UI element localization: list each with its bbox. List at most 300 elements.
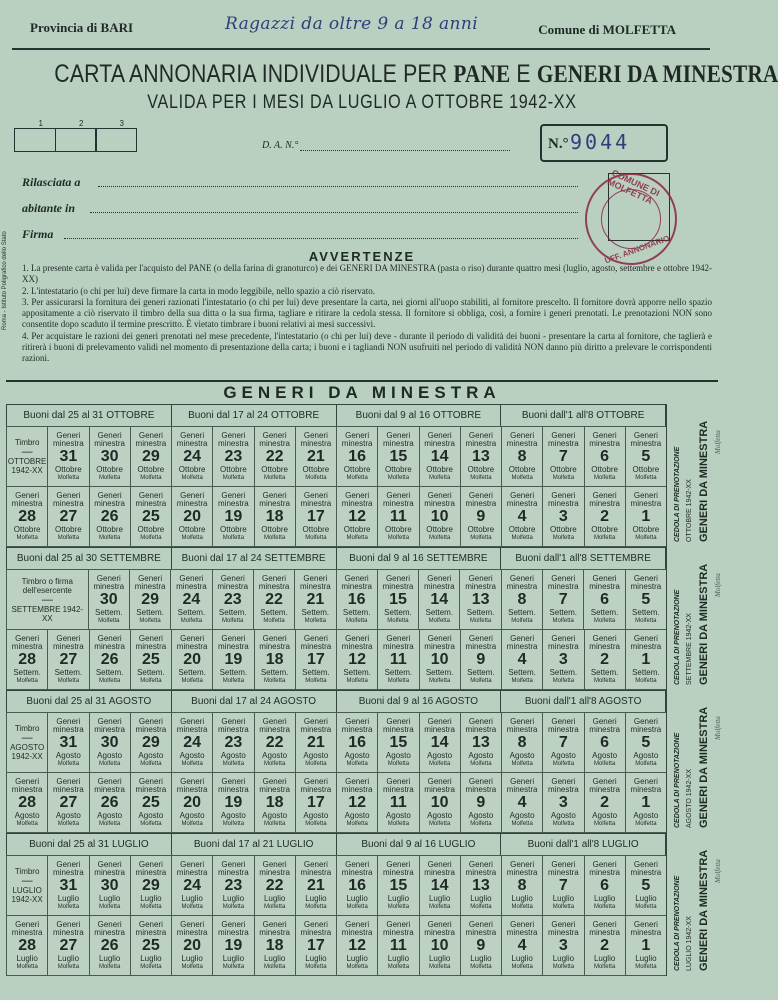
- coupon-month: Luglio: [181, 893, 203, 903]
- coupon-cell[interactable]: [542, 772, 584, 833]
- coupon-month: Agosto: [468, 750, 494, 760]
- coupon-month: Ottobre: [178, 464, 206, 474]
- coupon-label: Generi minestra: [630, 716, 662, 734]
- coupon-city: Molfetta: [16, 963, 38, 970]
- coupon-city: Molfetta: [263, 677, 286, 684]
- coupon-cell[interactable]: [418, 569, 460, 630]
- top-rule: [12, 48, 710, 50]
- cedola-prenotazione[interactable]: [666, 833, 724, 976]
- coupon-cell[interactable]: [89, 712, 131, 773]
- coupon-label: Generi minestra: [630, 919, 662, 937]
- abitante-field[interactable]: [90, 212, 578, 213]
- coupon-cell[interactable]: [171, 486, 213, 547]
- coupon-label: Generi minestra: [218, 716, 249, 734]
- coupon-cell[interactable]: [89, 426, 131, 487]
- coupon-cell[interactable]: [295, 772, 337, 833]
- coupon-cell[interactable]: [130, 772, 172, 833]
- coupon-cell[interactable]: [584, 712, 626, 773]
- coupon-number: 18: [265, 793, 284, 811]
- coupon-number: 21: [306, 447, 325, 465]
- coupon-month: Luglio: [552, 893, 575, 903]
- coupon-month: Settem.: [218, 607, 247, 617]
- coupon-cell[interactable]: [377, 486, 419, 547]
- timbro-cell[interactable]: [6, 855, 48, 916]
- coupon-month: Agosto: [14, 810, 40, 820]
- coupon-month: Ottobre: [178, 524, 206, 534]
- coupon-cell[interactable]: [47, 855, 89, 916]
- coupon-city: Molfetta: [387, 760, 410, 767]
- coupon-cell[interactable]: [419, 426, 461, 487]
- code-box[interactable]: [95, 119, 137, 152]
- period-header: Buoni dal 17 al 21 LUGLIO: [172, 833, 337, 855]
- timbro-text: Timbro: [14, 867, 40, 876]
- coupon-cell[interactable]: [254, 712, 296, 773]
- coupon-cell[interactable]: [47, 915, 89, 976]
- coupon-cell[interactable]: [501, 772, 543, 833]
- coupon-cell[interactable]: [584, 772, 626, 833]
- coupon-cell[interactable]: [212, 855, 254, 916]
- coupon-month: Luglio: [98, 953, 121, 963]
- coupon-cell[interactable]: [584, 426, 626, 487]
- coupon-label: Generi minestra: [589, 490, 620, 508]
- coupon-label: Generi minestra: [341, 573, 372, 591]
- coupon-cell[interactable]: [254, 915, 296, 976]
- coupon-cell[interactable]: [171, 629, 213, 690]
- coupon-number: 31: [59, 447, 78, 465]
- cedola-prenotazione[interactable]: [666, 547, 724, 690]
- period-header: Buoni dal 9 al 16 LUGLIO: [337, 833, 502, 855]
- coupon-number: 9: [476, 936, 486, 954]
- coupon-month: Settem.: [549, 607, 577, 617]
- coupon-cell[interactable]: [501, 915, 543, 976]
- coupon-number: 21: [306, 733, 325, 751]
- coupon-cell[interactable]: [130, 629, 172, 690]
- coupon-label: Generi minestra: [218, 859, 249, 877]
- coupon-cell[interactable]: [377, 915, 419, 976]
- coupon-label: Generi minestra: [506, 859, 538, 877]
- coupon-cell[interactable]: [212, 569, 254, 630]
- coupon-city: Molfetta: [511, 534, 533, 541]
- coupon-month: Ottobre: [467, 464, 495, 474]
- coupon-cell[interactable]: [419, 772, 461, 833]
- coupon-cell[interactable]: [584, 855, 626, 916]
- coupon-cell[interactable]: [501, 486, 543, 547]
- coupon-cell[interactable]: [584, 915, 626, 976]
- coupon-cell[interactable]: [501, 712, 543, 773]
- coupon-month: Agosto: [97, 750, 123, 760]
- coupon-number: 11: [389, 936, 407, 954]
- coupon-cell[interactable]: [47, 712, 89, 773]
- coupon-cell[interactable]: [6, 629, 48, 690]
- coupon-city: Molfetta: [305, 963, 327, 970]
- code-box[interactable]: [55, 119, 97, 152]
- number-label: N.°: [548, 136, 569, 152]
- coupon-label: Generi minestra: [589, 776, 620, 794]
- coupon-cell[interactable]: [419, 712, 461, 773]
- coupon-label: Generi minestra: [259, 859, 290, 877]
- coupon-month: Agosto: [385, 750, 411, 760]
- coupon-month: Luglio: [593, 953, 616, 963]
- coupon-cell[interactable]: [377, 569, 419, 630]
- coupon-number: 7: [558, 733, 568, 751]
- coupon-cell[interactable]: [170, 569, 212, 630]
- coupon-cell[interactable]: [542, 629, 584, 690]
- coupon-city: Molfetta: [263, 903, 286, 910]
- coupon-month: Luglio: [222, 893, 245, 903]
- coupon-cell[interactable]: [625, 569, 667, 630]
- coupon-cell[interactable]: [212, 629, 254, 690]
- coupon-label: Generi minestra: [135, 430, 167, 448]
- coupon-city: Molfetta: [305, 474, 327, 481]
- coupon-month: Luglio: [16, 953, 38, 963]
- coupon-cell[interactable]: [6, 915, 48, 976]
- period-header: Buoni dal 25 al 31 AGOSTO: [6, 690, 172, 712]
- code-box[interactable]: [14, 119, 56, 152]
- coupon-cell[interactable]: [419, 629, 461, 690]
- coupon-city: Molfetta: [552, 617, 574, 624]
- coupon-cell[interactable]: [130, 712, 172, 773]
- title-generi: GENERI DA MINESTRA: [536, 61, 778, 88]
- coupon-label: Generi minestra: [53, 490, 84, 508]
- coupon-cell[interactable]: [212, 772, 254, 833]
- coupon-month: Ottobre: [261, 464, 288, 474]
- coupon-city: Molfetta: [511, 963, 533, 970]
- timbro-cell[interactable]: [6, 712, 48, 773]
- coupon-city: Molfetta: [428, 963, 451, 970]
- coupon-label: Generi minestra: [424, 716, 455, 734]
- coupon-cell[interactable]: [336, 426, 378, 487]
- coupon-cell[interactable]: [295, 629, 337, 690]
- coupon-cell[interactable]: [254, 426, 296, 487]
- coupon-cell[interactable]: [6, 486, 48, 547]
- coupon-month: Agosto: [262, 750, 288, 760]
- coupon-number: 18: [265, 507, 284, 525]
- coupon-cell[interactable]: [377, 712, 419, 773]
- coupon-cell[interactable]: [89, 486, 131, 547]
- coupon-cell[interactable]: [130, 855, 172, 916]
- coupon-number: 17: [306, 507, 325, 525]
- coupon-cell[interactable]: [460, 426, 502, 487]
- coupon-city: Molfetta: [98, 534, 121, 541]
- coupon-label: Generi minestra: [465, 633, 497, 651]
- coupon-cell[interactable]: [584, 629, 626, 690]
- coupon-cell[interactable]: [625, 426, 667, 487]
- coupon-number: 14: [430, 733, 449, 751]
- rilasciata-field[interactable]: [98, 186, 578, 187]
- coupon-number: 8: [517, 876, 527, 894]
- coupon-number: 10: [430, 650, 449, 668]
- coupon-cell[interactable]: [542, 569, 584, 630]
- coupon-city: Molfetta: [635, 963, 657, 970]
- coupon-city: Molfetta: [222, 760, 245, 767]
- coupon-number: 28: [18, 936, 37, 954]
- coupon-cell[interactable]: [295, 915, 337, 976]
- coupon-label: Generi minestra: [53, 776, 84, 794]
- coupon-cell[interactable]: [501, 855, 543, 916]
- coupon-month: Settem.: [94, 607, 123, 617]
- coupon-month: Settem.: [301, 607, 330, 617]
- coupon-cell[interactable]: [47, 772, 89, 833]
- coupon-cell[interactable]: [336, 486, 378, 547]
- coupon-label: Generi minestra: [176, 919, 208, 937]
- period-header: Buoni dall'1 all'8 SETTEMBRE: [501, 547, 666, 569]
- coupon-cell[interactable]: [212, 426, 254, 487]
- period-header: Buoni dall'1 all'8 OTTOBRE: [501, 404, 666, 426]
- cedola-prenotazione[interactable]: [666, 404, 724, 547]
- coupon-number: 29: [141, 876, 160, 894]
- coupon-label: Generi minestra: [383, 430, 414, 448]
- coupon-city: Molfetta: [428, 820, 451, 827]
- coupon-city: Molfetta: [222, 963, 245, 970]
- cedola-divider: [666, 690, 667, 833]
- coupon-city: Molfetta: [470, 534, 492, 541]
- coupon-number: 15: [389, 590, 407, 608]
- coupon-month: Agosto: [138, 750, 164, 760]
- coupon-cell[interactable]: [336, 772, 378, 833]
- coupon-label: Generi minestra: [94, 859, 125, 877]
- coupon-row: [6, 855, 666, 915]
- coupon-cell[interactable]: [336, 915, 378, 976]
- coupon-month: Luglio: [511, 893, 533, 903]
- timbro-text: 1942-XX: [11, 752, 43, 761]
- coupon-cell[interactable]: [460, 915, 502, 976]
- coupon-city: Molfetta: [635, 760, 657, 767]
- coupon-cell[interactable]: [294, 569, 336, 630]
- coupon-label: Generi minestra: [465, 490, 497, 508]
- coupon-label: Generi minestra: [300, 776, 332, 794]
- coupon-city: Molfetta: [140, 820, 162, 827]
- coupon-number: 18: [265, 936, 284, 954]
- coupon-cell[interactable]: [295, 426, 337, 487]
- coupon-label: Generi minestra: [53, 430, 84, 448]
- coupon-cell[interactable]: [542, 915, 584, 976]
- coupon-label: Generi minestra: [630, 859, 662, 877]
- coupon-month: Settem.: [425, 607, 454, 617]
- coupon-label: Generi minestra: [93, 573, 125, 591]
- coupon-month: Settem.: [632, 667, 660, 677]
- card-title: [54, 60, 778, 89]
- coupon-cell[interactable]: [88, 569, 130, 630]
- coupon-cell[interactable]: [171, 915, 213, 976]
- coupon-cell[interactable]: [89, 629, 131, 690]
- coupon-cell[interactable]: [212, 712, 254, 773]
- coupon-label: Generi minestra: [548, 919, 579, 937]
- coupon-month: Agosto: [55, 810, 81, 820]
- coupon-city: Molfetta: [470, 903, 492, 910]
- coupon-cell[interactable]: [254, 855, 296, 916]
- coupon-cell[interactable]: [460, 772, 502, 833]
- coupon-cell[interactable]: [419, 486, 461, 547]
- coupon-cell[interactable]: [501, 569, 543, 630]
- coupon-cell[interactable]: [295, 712, 337, 773]
- coupon-cell[interactable]: [6, 772, 48, 833]
- coupon-cell[interactable]: [89, 855, 131, 916]
- coupon-number: 30: [100, 876, 119, 894]
- coupon-cell[interactable]: [625, 915, 667, 976]
- coupon-cell[interactable]: [377, 855, 419, 916]
- coupon-city: Molfetta: [593, 963, 616, 970]
- cedola-prenotazione[interactable]: [666, 690, 724, 833]
- coupon-cell[interactable]: [542, 426, 584, 487]
- coupon-cell[interactable]: [377, 629, 419, 690]
- coupon-label: Generi minestra: [218, 430, 249, 448]
- coupon-label: Generi minestra: [176, 776, 208, 794]
- timbro-cell[interactable]: [6, 569, 89, 630]
- coupon-city: Molfetta: [180, 617, 203, 624]
- coupon-month: Luglio: [222, 953, 245, 963]
- coupon-cell[interactable]: [542, 712, 584, 773]
- coupon-city: Molfetta: [181, 534, 203, 541]
- box-label: 3: [119, 119, 124, 128]
- coupon-month: Ottobre: [591, 464, 618, 474]
- timbro-cell[interactable]: [6, 426, 48, 487]
- coupon-cell[interactable]: [130, 486, 172, 547]
- coupon-cell[interactable]: [460, 629, 502, 690]
- coupon-label: Generi minestra: [218, 633, 249, 651]
- coupon-city: Molfetta: [181, 820, 203, 827]
- period-header: Buoni dal 25 al 30 SETTEMBRE: [6, 547, 172, 569]
- coupon-label: Generi minestra: [300, 859, 332, 877]
- cedola-text: CEDOLA DI PRENOTAZIONE: [674, 589, 681, 685]
- coupon-cell[interactable]: [212, 915, 254, 976]
- coupon-cell[interactable]: [460, 855, 502, 916]
- coupon-cell[interactable]: [625, 629, 667, 690]
- coupon-number: 20: [183, 936, 202, 954]
- coupon-label: Generi minestra: [135, 919, 167, 937]
- coupon-cell[interactable]: [171, 855, 213, 916]
- coupon-city: Molfetta: [57, 963, 80, 970]
- coupon-cell[interactable]: [459, 569, 501, 630]
- coupon-cell[interactable]: [501, 426, 543, 487]
- coupon-cell[interactable]: [254, 772, 296, 833]
- printer-note: Roma - Istituto Poligrafico dello Stato: [2, 231, 8, 330]
- coupon-cell[interactable]: [129, 569, 171, 630]
- coupon-number: 21: [306, 876, 325, 894]
- coupon-city: Molfetta: [222, 474, 245, 481]
- top-header: [20, 14, 694, 40]
- coupon-cell[interactable]: [212, 486, 254, 547]
- coupon-city: Molfetta: [346, 820, 368, 827]
- number-value: 9044: [570, 130, 631, 154]
- coupon-month: Settem.: [590, 607, 619, 617]
- coupon-city: Molfetta: [511, 677, 533, 684]
- coupon-cell[interactable]: [625, 712, 667, 773]
- coupon-label: Generi minestra: [424, 776, 455, 794]
- coupon-cell[interactable]: [171, 426, 213, 487]
- coupon-number: 28: [18, 650, 37, 668]
- coupon-month: Settem.: [508, 607, 536, 617]
- coupon-cell[interactable]: [89, 915, 131, 976]
- period-header: Buoni dal 17 al 24 AGOSTO: [172, 690, 337, 712]
- coupon-cell[interactable]: [130, 915, 172, 976]
- coupon-label: Generi minestra: [383, 716, 414, 734]
- coupon-cell[interactable]: [89, 772, 131, 833]
- coupon-city: Molfetta: [552, 760, 575, 767]
- coupon-cell[interactable]: [377, 772, 419, 833]
- coupon-number: 13: [471, 733, 490, 751]
- coupon-cell[interactable]: [47, 629, 89, 690]
- coupon-cell[interactable]: [130, 426, 172, 487]
- coupon-number: 19: [224, 650, 243, 668]
- coupon-cell[interactable]: [377, 426, 419, 487]
- timbro-text: —: [21, 875, 33, 887]
- coupon-cell[interactable]: [295, 486, 337, 547]
- coupon-cell[interactable]: [171, 712, 213, 773]
- coupon-label: Generi minestra: [589, 573, 620, 591]
- coupon-cell[interactable]: [419, 915, 461, 976]
- coupon-number: 18: [265, 650, 284, 668]
- coupon-city: Molfetta: [140, 760, 162, 767]
- cedola-text: Molfetta: [714, 716, 722, 740]
- coupon-label: Generi minestra: [465, 919, 497, 937]
- coupon-cell[interactable]: [625, 486, 667, 547]
- coupon-cell[interactable]: [336, 629, 378, 690]
- coupon-cell[interactable]: [584, 486, 626, 547]
- coupon-cell[interactable]: [583, 569, 625, 630]
- coupon-city: Molfetta: [387, 474, 410, 481]
- coupon-label: Generi minestra: [11, 633, 43, 651]
- coupon-cell[interactable]: [460, 712, 502, 773]
- coupon-label: Generi minestra: [300, 919, 332, 937]
- coupon-cell[interactable]: [253, 569, 295, 630]
- coupon-number: 31: [59, 876, 78, 894]
- firma-field[interactable]: [64, 238, 578, 239]
- coupon-number: 15: [389, 447, 408, 465]
- coupon-cell[interactable]: [501, 629, 543, 690]
- coupon-city: Molfetta: [57, 474, 80, 481]
- coupon-cell[interactable]: [336, 712, 378, 773]
- coupon-label: Generi minestra: [259, 716, 290, 734]
- coupon-cell[interactable]: [254, 486, 296, 547]
- coupon-month: Luglio: [263, 953, 286, 963]
- coupon-cell[interactable]: [625, 772, 667, 833]
- coupon-month: Settem.: [632, 607, 660, 617]
- cedola-text: AGOSTO 1942-XX: [686, 768, 693, 828]
- dan-field[interactable]: [300, 150, 510, 151]
- coupon-cell[interactable]: [460, 486, 502, 547]
- coupon-label: Generi minestra: [589, 919, 620, 937]
- coupon-label: Generi minestra: [341, 633, 373, 651]
- coupon-number: 5: [641, 876, 651, 894]
- coupon-month: Settem.: [178, 667, 206, 677]
- coupon-cell[interactable]: [171, 772, 213, 833]
- coupon-cell[interactable]: [254, 629, 296, 690]
- coupon-cell[interactable]: [336, 855, 378, 916]
- coupon-month: Agosto: [550, 810, 576, 820]
- coupon-cell[interactable]: [419, 855, 461, 916]
- coupon-label: Generi minestra: [547, 573, 579, 591]
- coupon-month: Agosto: [220, 810, 246, 820]
- coupon-cell[interactable]: [47, 426, 89, 487]
- coupon-city: Molfetta: [428, 474, 451, 481]
- coupon-number: 17: [306, 650, 325, 668]
- coupon-month: Settem.: [136, 607, 164, 617]
- coupon-label: Generi minestra: [383, 633, 414, 651]
- coupon-cell[interactable]: [542, 486, 584, 547]
- coupon-cell[interactable]: [625, 855, 667, 916]
- coupon-cell[interactable]: [295, 855, 337, 916]
- coupon-cell[interactable]: [47, 486, 89, 547]
- handwritten-note: Ragazzi da oltre 9 a 18 anni: [225, 14, 479, 34]
- coupon-city: Molfetta: [635, 617, 657, 624]
- coupon-number: 26: [100, 936, 119, 954]
- coupon-label: Generi minestra: [94, 919, 125, 937]
- coupon-city: Molfetta: [635, 903, 657, 910]
- coupon-cell[interactable]: [336, 569, 378, 630]
- coupon-cell[interactable]: [542, 855, 584, 916]
- coupon-month: Settem.: [384, 667, 413, 677]
- coupon-number: 10: [430, 936, 449, 954]
